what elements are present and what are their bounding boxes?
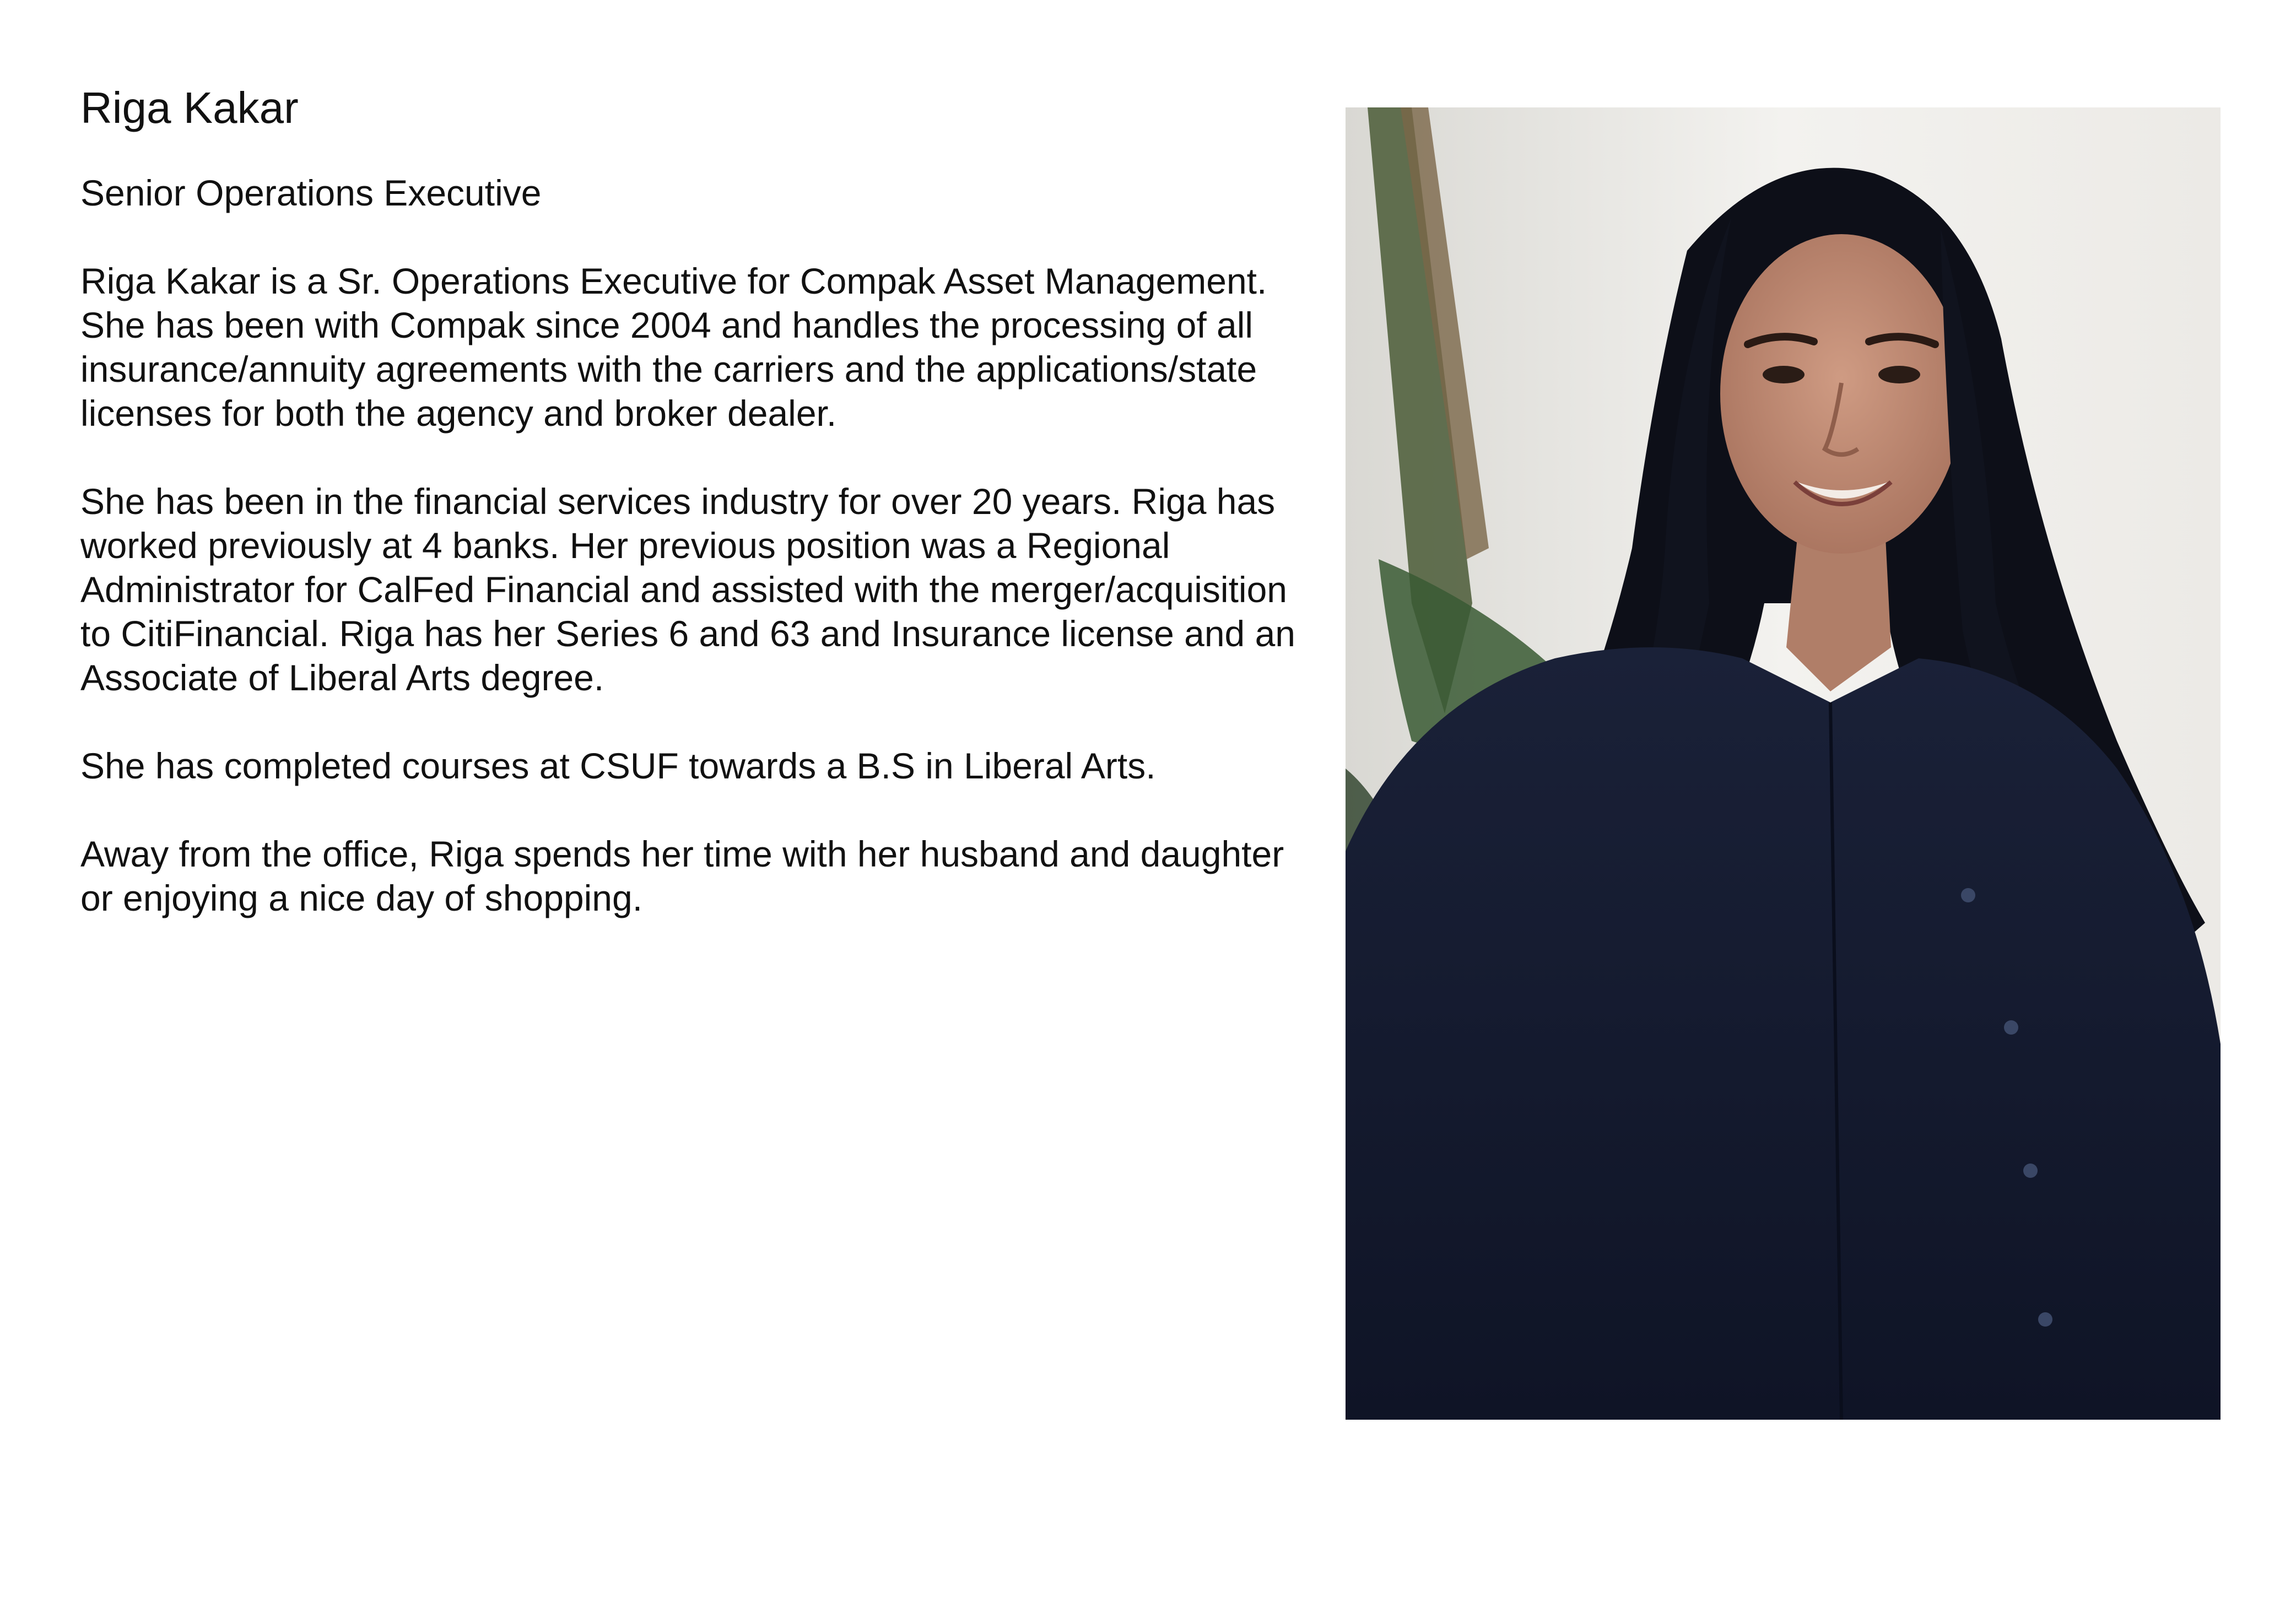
bio-paragraph: Riga Kakar is a Sr. Operations Executive for Compak Asset Management. She has been with Compak since 2004 and handles the processing of all insurance/annuity agreements with the carriers and the applications/state licenses for both the agency and broker dealer. (80, 261, 1267, 434)
profile-text (80, 76, 1320, 964)
profile-title: Senior Operations Executive (80, 172, 542, 213)
bio-paragraph: She has been in the financial services industry for over 20 years. Riga has worked previously at 4 banks. Her previous position was a Regional Administrator for CalFed Financial and assisted with the merger/acquisition to CitiFinancial. Riga has her Series 6 and 63 and Insurance license and an Associate of Liberal Arts degree. (80, 481, 1296, 698)
portrait-photo (1346, 107, 2221, 1420)
bio-paragraph: Away from the office, Riga spends her time with her husband and daughter or enjoying a nice day of shopping. (80, 834, 1284, 918)
profile-bio (80, 259, 1320, 920)
profile-name: Riga Kakar (80, 83, 299, 132)
bio-paragraph: She has completed courses at CSUF towards a B.S in Liberal Arts. (80, 745, 1156, 786)
